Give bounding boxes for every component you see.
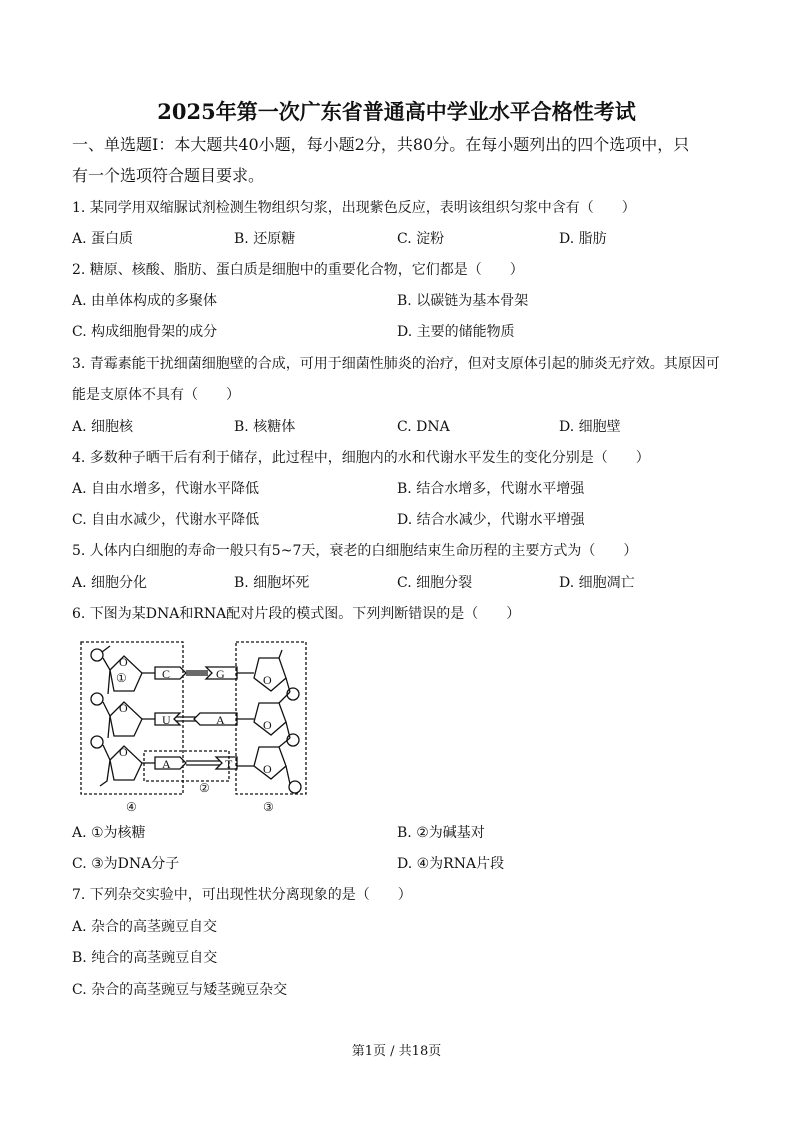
base-right-3: T [225,757,233,771]
base-left-3: A [162,757,171,771]
q3-option-b: B. 核糖体 [234,419,296,435]
q5-option-d: D. 细胞凋亡 [559,575,635,591]
q4-option-b: B. 结合水增多，代谢水平增强 [397,481,585,497]
q3-option-d: D. 细胞壁 [559,419,621,435]
dna-rna-pairing-diagram [76,636,312,814]
question-4-stem: 4. 多数种子晒干后有利于储存，此过程中，细胞内的水和代谢水平发生的变化分别是（ ） [72,450,650,466]
q1-option-d: D. 脂肪 [559,231,607,247]
question-7-stem: 7. 下列杂交实验中，可出现性状分离现象的是（ ） [72,887,412,903]
q1-option-b: B. 还原糖 [234,231,296,247]
label-2: ② [199,781,210,795]
q1-option-a: A. 蛋白质 [72,231,134,247]
sugar-o-2: O [119,701,128,715]
q7-option-a: A. 杂合的高茎豌豆自交 [72,919,218,935]
q5-option-a: A. 细胞分化 [72,575,148,591]
box-base-pair [144,751,229,781]
q1-option-c: C. 淀粉 [397,231,445,247]
q4-option-c: C. 自由水减少，代谢水平降低 [72,512,260,528]
q4-option-a: A. 自由水增多，代谢水平降低 [72,481,260,497]
sugar-o-3: O [119,745,128,759]
q7-option-c: C. 杂合的高茎豌豆与矮茎豌豆杂交 [72,982,288,998]
page-footer: 第1页 / 共18页 [351,1044,442,1059]
q4-option-d: D. 结合水减少，代谢水平增强 [397,512,585,528]
q2-option-c: C. 构成细胞骨架的成分 [72,324,218,340]
q5-option-b: B. 细胞坏死 [234,575,310,591]
q2-option-a: A. 由单体构成的多聚体 [72,293,218,309]
base-left-2: U [162,713,171,727]
q6-option-b: B. ②为碱基对 [397,825,485,841]
base-right-1: G [216,667,225,681]
sugar-o-6: O [263,762,272,776]
question-5-stem: 5. 人体内白细胞的寿命一般只有5~7天，衰老的白细胞结束生命历程的主要方式为（ ） [72,543,638,559]
exam-title: 2025年第一次广东省普通高中学业水平合格性考试 [157,99,636,124]
q6-option-a: A. ①为核糖 [72,825,146,841]
sugar-o-1: O [119,655,128,669]
q3-option-a: A. 细胞核 [72,419,134,435]
section-instructions-line1: 一、单选题Ⅰ：本大题共40小题，每小题2分，共80分。在每小题列出的四个选项中，只 [72,135,690,154]
question-3-stem-line2: 能是支原体不具有（ ） [72,387,240,403]
q5-option-c: C. 细胞分裂 [397,575,473,591]
q2-option-d: D. 主要的储能物质 [397,324,515,340]
base-right-2: A [216,713,225,727]
base-left-1: C [162,667,171,681]
sugar-o-4: O [263,673,272,687]
section-instructions-line2: 有一个选项符合题目要求。 [72,166,265,185]
q7-option-b: B. 纯合的高茎豌豆自交 [72,950,218,966]
q6-option-c: C. ③为DNA分子 [72,856,180,872]
question-2-stem: 2. 糖原、核酸、脂肪、蛋白质是细胞中的重要化合物，它们都是（ ） [72,262,524,278]
label-3: ③ [263,800,274,814]
q6-option-d: D. ④为RNA片段 [397,856,505,872]
q3-option-c: C. DNA [397,419,450,435]
label-1: ① [116,671,127,685]
sugar-o-5: O [263,718,272,732]
label-4: ④ [126,800,137,814]
question-3-stem-line1: 3. 青霉素能干扰细菌细胞壁的合成，可用于细菌性肺炎的治疗，但对支原体引起的肺炎无疗效。其原因可 [72,356,720,372]
question-6-stem: 6. 下图为某DNA和RNA配对片段的模式图。下列判断错误的是（ ） [72,606,521,622]
question-1-stem: 1. 某同学用双缩脲试剂检测生物组织匀浆，出现紫色反应，表明该组织匀浆中含有（ ） [72,200,636,216]
q2-option-b: B. 以碳链为基本骨架 [397,293,529,309]
